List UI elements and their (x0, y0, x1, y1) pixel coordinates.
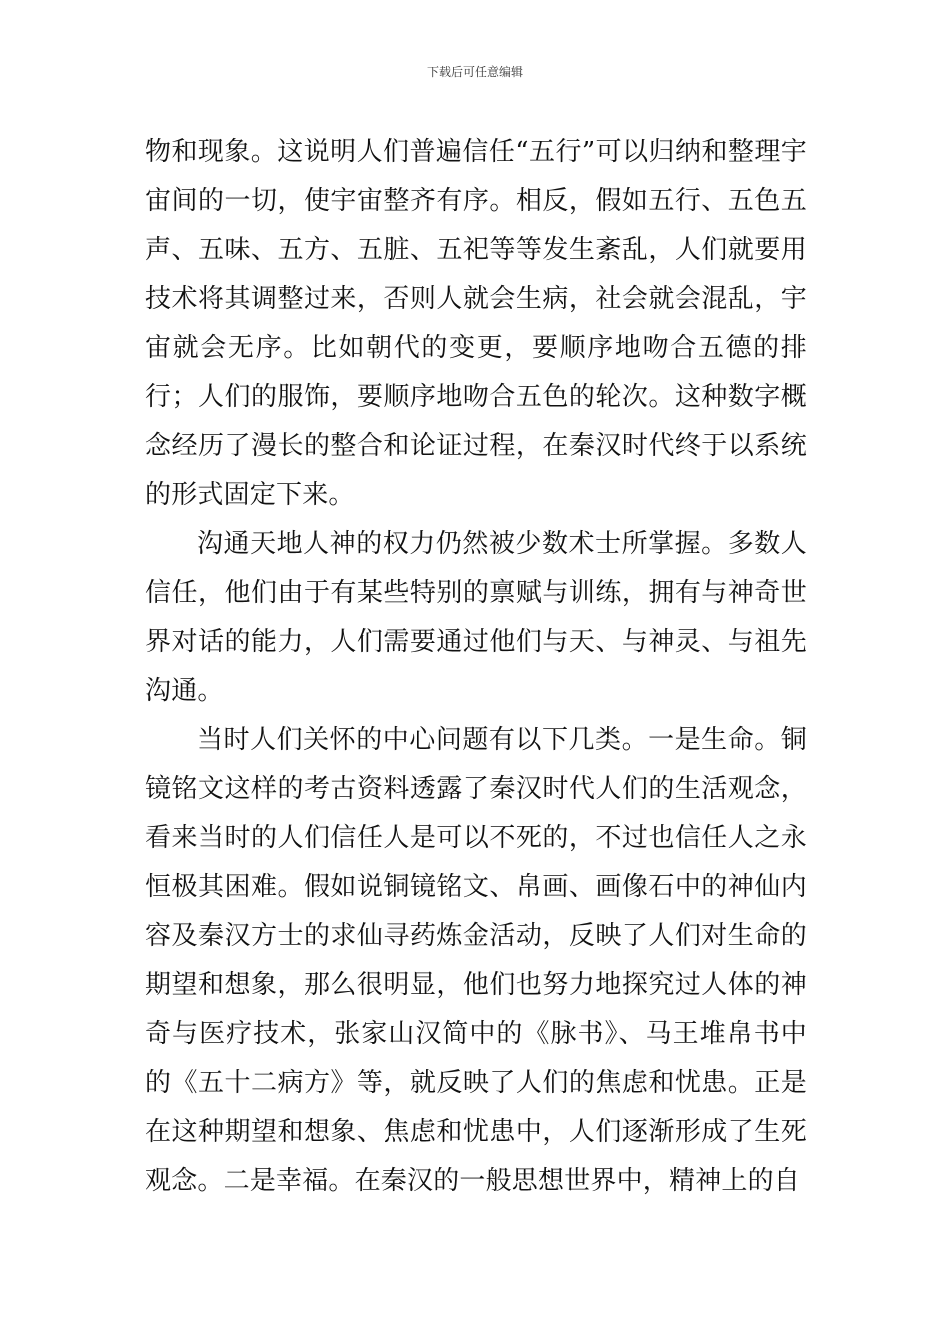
paragraph-2: 沟通天地人神的权力仍然被少数术士所掌握。多数人信任，他们由于有某些特别的禀赋与训练，拥有与神奇世界对话的能力，人们需要通过他们与天、与神灵、与祖先沟通。 (145, 529, 807, 706)
paragraph-1: 物和现象。这说明人们普遍信任“五行”可以归纳和整理宇宙间的一切，使宇宙整齐有序。相反，假如五行、五色五声、五味、五方、五脏、五祀等等发生紊乱，人们就要用技术将其调整过来，否则人就会生病，社会就会混乱，宇宙就会无序。比如朝代的变更，要顺序地吻合五德的排行；人们的服饰，要顺序地吻合五色的轮次。这种数字概念经历了漫长的整合和论证过程，在秦汉时代终于以系统的形式固定下来。 (145, 137, 807, 510)
page-header: 下载后可任意编辑 (426, 65, 523, 79)
document-body (145, 128, 807, 1206)
paragraph-3: 当时人们关怀的中心问题有以下几类。一是生命。铜镜铭文这样的考古资料透露了秦汉时代人们的生活观念，看来当时的人们信任人是可以不死的，不过也信任人之永恒极其困难。假如说铜镜铭文、帛画、画像石中的神仙内容及秦汉方士的求仙寻药炼金活动，反映了人们对生命的期望和想象，那么很明显，他们也努力地探究过人体的神奇与医疗技术，张家山汉简中的《脉书》、马王堆帛书中的《五十二病方》等，就反映了人们的焦虑和忧患。正是在这种期望和想象、焦虑和忧患中，人们逐渐形成了生死观念。二是幸福。在秦汉的一般思想世界中，精神上的自 (145, 725, 807, 1196)
